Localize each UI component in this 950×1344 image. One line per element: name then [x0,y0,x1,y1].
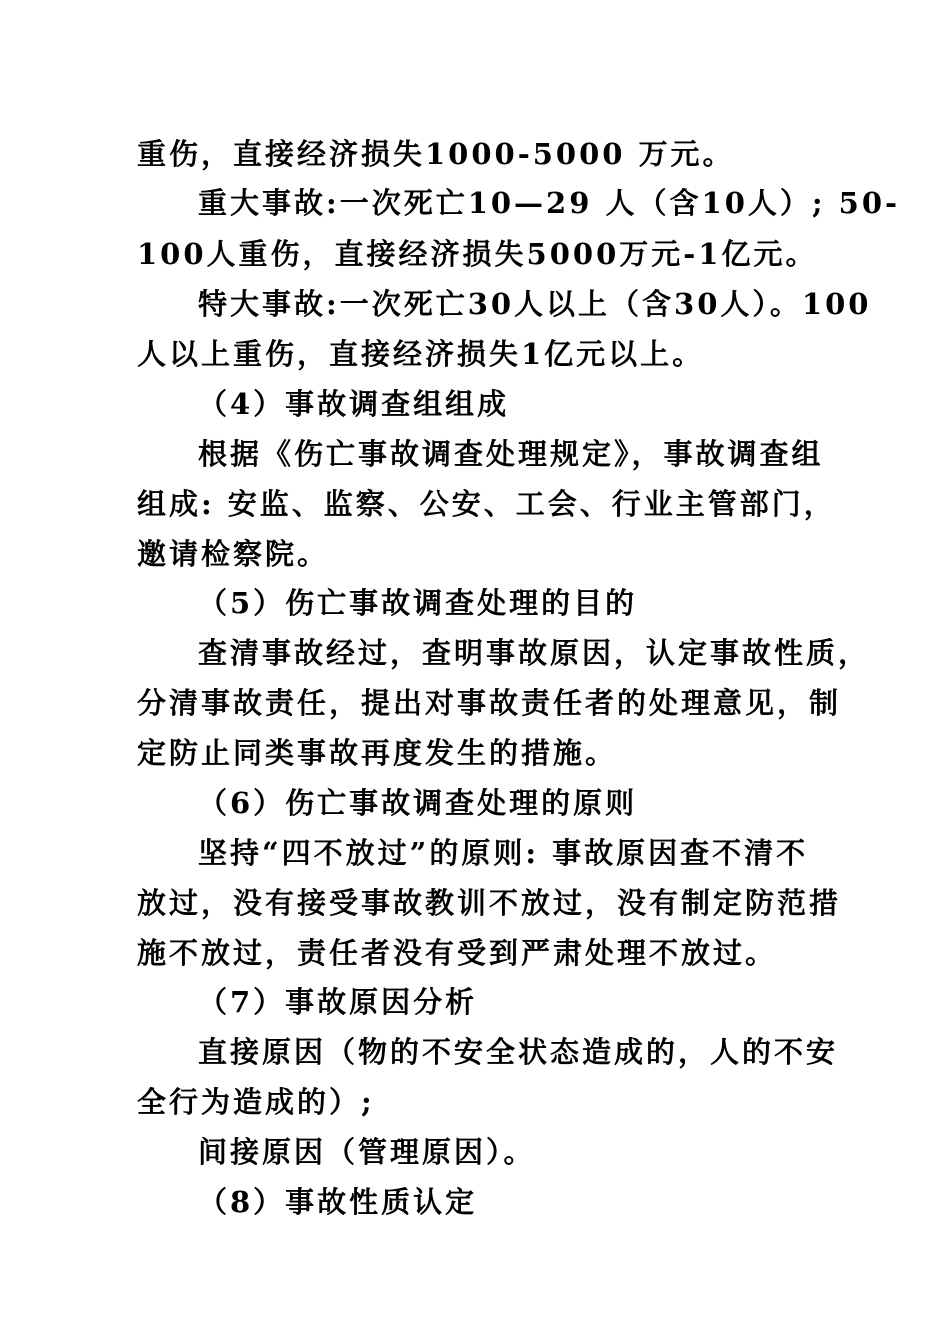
text-line: 放过，没有接受事故教训不放过，没有制定防范措 [137,886,842,920]
text-line: 施不放过，责任者没有受到严肃处理不放过。 [137,936,778,970]
section-heading: （8）事故性质认定 [198,1185,478,1219]
text-line: 组成: 安监、监察、公安、工会、行业主管部门， [137,487,836,521]
text-line: 坚持“四不放过”的原则: 事故原因查不清不 [198,836,809,870]
text-line: 特大事故:一次死亡30人以上（含30人）。100 [198,287,872,321]
text-line: 100人重伤，直接经济损失5000万元-1亿元。 [137,237,818,271]
text-line: 间接原因（管理原因）。 [198,1135,536,1169]
text-line: 重伤，直接经济损失1000-5000 万元。 [137,137,735,171]
text-line: 全行为造成的）; [137,1085,375,1119]
section-heading: （4）事故调查组组成 [198,387,510,421]
text-line: 重大事故:一次死亡10—29 人（含10人）; 50- [198,186,901,220]
section-heading: （5）伤亡事故调查处理的目的 [198,586,638,620]
text-line: 查清事故经过，查明事故原因，认定事故性质， [198,636,871,670]
text-line: 根据《伤亡事故调查处理规定》，事故调查组 [198,437,824,471]
section-heading: （6）伤亡事故调查处理的原则 [198,786,638,820]
section-heading: （7）事故原因分析 [198,985,478,1019]
text-line: 直接原因（物的不安全状态造成的，人的不安 [198,1035,839,1069]
text-line: 定防止同类事故再度发生的措施。 [137,736,618,770]
text-line: 人以上重伤，直接经济损失1亿元以上。 [137,337,705,371]
text-line: 邀请检察院。 [137,537,330,571]
text-line: 分清事故责任，提出对事故责任者的处理意见，制 [137,686,842,720]
